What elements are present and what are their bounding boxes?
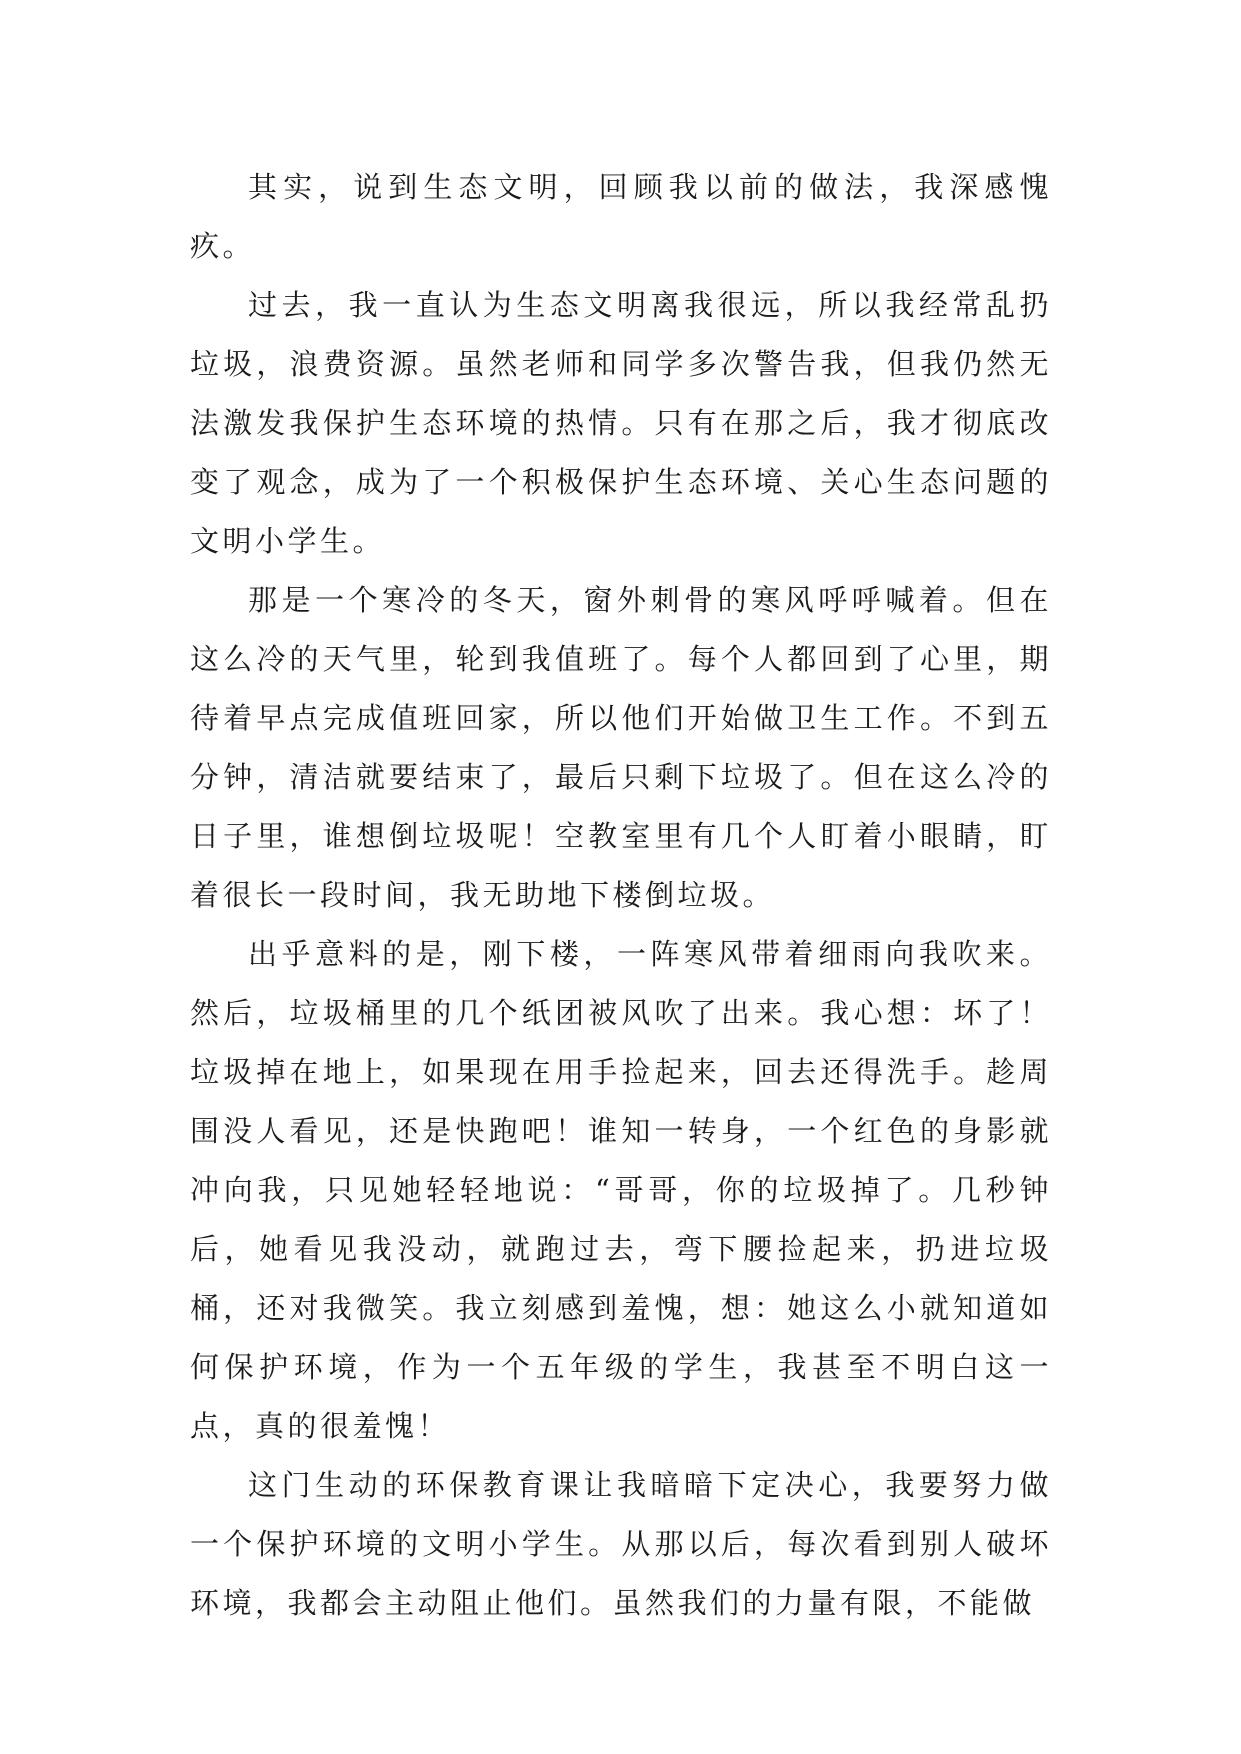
paragraph-4: 出乎意料的是，刚下楼，一阵寒风带着细雨向我吹来。然后，垃圾桶里的几个纸团被风吹了出来。我心想：坏了！垃圾掉在地上，如果现在用手捡起来，回去还得洗手。趁周围没人看见，还是快跑吧！谁知一转身，一个红色的身影就冲向我，只见她轻轻地说：“哥哥，你的垃圾掉了。几秒钟后，她看见我没动，就跑过去，弯下腰捡起来，扔进垃圾桶，还对我微笑。我立刻感到羞愧，想：她这么小就知道如何保护环境，作为一个五年级的学生，我甚至不明白这一点，真的很羞愧！	[190, 937, 1052, 1443]
paragraph-3: 那是一个寒冷的冬天，窗外刺骨的寒风呼呼喊着。但在这么冷的天气里，轮到我值班了。每个人都回到了心里，期待着早点完成值班回家，所以他们开始做卫生工作。不到五分钟，清洁就要结束了，最后只剩下垃圾了。但在这么冷的日子里，谁想倒垃圾呢！空教室里有几个人盯着小眼睛，盯着很长一段时间，我无助地下楼倒垃圾。	[190, 583, 1052, 912]
paragraph-2: 过去，我一直认为生态文明离我很远，所以我经常乱扔垃圾，浪费资源。虽然老师和同学多次警告我，但我仍然无法激发我保护生态环境的热情。只有在那之后，我才彻底改变了观念，成为了一个积极保护生态环境、关心生态问题的文明小学生。	[190, 288, 1052, 558]
document-body	[190, 158, 1052, 1633]
paragraph-1: 其实，说到生态文明，回顾我以前的做法，我深感愧疚。	[190, 170, 1052, 263]
paragraph-5: 这门生动的环保教育课让我暗暗下定决心，我要努力做一个保护环境的文明小学生。从那以后，每次看到别人破坏环境，我都会主动阻止他们。虽然我们的力量有限，不能做	[190, 1468, 1052, 1620]
